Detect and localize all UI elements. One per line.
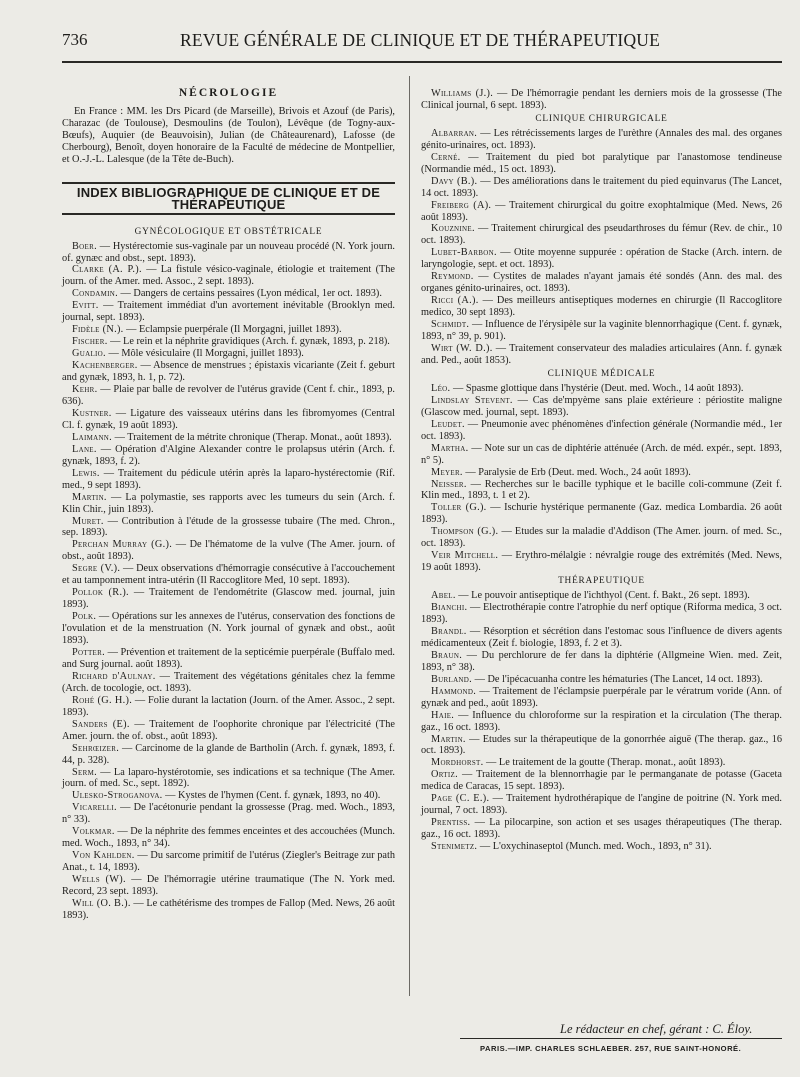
entry-author: Fidèle (N.). xyxy=(72,324,124,336)
entry-author: Reymond. xyxy=(431,271,474,283)
entry-author: Rohé (G. H.). xyxy=(72,694,133,706)
section-heading: CLINIQUE MÉDICALE xyxy=(547,368,656,379)
entry-text: — Des améliorations dans le traitement du pied equinvarus (The Lancet, 14 oct. 1893). xyxy=(421,175,782,199)
entry-text: — De la néphrite des femmes enceintes et des accouchées (Munch. med. Woch., 1893, n° 34). xyxy=(62,826,395,850)
entry-author: Polk. xyxy=(72,611,97,623)
bibliography-entry xyxy=(62,767,395,791)
entry-author: Stenimetz. xyxy=(431,841,478,853)
entry-text: — Traitement des végétations génitales chez la femme (Arch. de tocologie, oct. 1893). xyxy=(62,670,395,694)
entry-author: Sanders (E). xyxy=(72,718,130,730)
entry-text: — Etudes sur la maladie d'Addison (The Amer. journ. of med. Sc., oct. 1893). xyxy=(421,526,782,550)
bibliography-entry xyxy=(421,88,782,112)
necrologie-title: NÉCROLOGIE xyxy=(178,87,279,99)
entry-author: Lubet-Barbon. xyxy=(431,247,497,259)
necrologie-text: En France : MM. les Drs Picard (de Marseille), Brivois et Azouf (de Paris), Charazac (de Toulouse), Desmoulins (de Toulon), Lévêque (de Togny-aux-Bœufs), Auquier (de Beauvoisin), Julian (de Châteaurenard), Lafosse (de Cherbourg), Benoît, doyen honoraire de la Faculté de médecine de Montpellier, et O.-J.-L. Lalesque (de la Tête de-Buch). xyxy=(62,105,395,165)
bibliography-entry xyxy=(62,587,395,611)
bibliography-entry xyxy=(62,300,395,324)
entry-author: Richard d'Aulnay. xyxy=(72,670,156,682)
entry-author: Prentiss. xyxy=(431,817,471,829)
entry-text: — De l'hématome de la vulve (The Amer. journ. of obst., août 1893). xyxy=(62,539,395,563)
entry-author: Haie. xyxy=(431,709,455,721)
entry-author: Von Kahlden. xyxy=(72,850,135,862)
entry-author: Williams (J.). xyxy=(431,88,494,99)
entry-text: — De l'hémorragie utérine traumatique (The N. York med. Record, 23 sept. 1893). xyxy=(62,874,395,898)
entry-text: — De l'ipécacuanha contre les hématuries (The Lancet, 14 oct. 1893). xyxy=(472,673,763,685)
entry-text: — Erythro-mélalgie : névralgie rouge des extrémités (Med. News, 19 août 1893). xyxy=(421,550,782,574)
entry-author: Kustner. xyxy=(72,407,112,419)
footer-rule xyxy=(460,1038,782,1039)
header-rule xyxy=(62,61,782,63)
bibliography-entry xyxy=(421,793,782,817)
bibliography-entry xyxy=(62,288,395,300)
entry-text: — Ligature des vaisseaux utérins dans les fibromyomes (Central Cl. f. gynæk, 19 août 1893). xyxy=(62,407,395,431)
entry-author: Mordhorst. xyxy=(431,757,484,769)
bibliography-entry xyxy=(421,757,782,769)
entry-text: — Contribution à l'étude de la grossesse tubaire (The med. Chron., sep. 1893). xyxy=(62,515,395,539)
entry-text: — Carcinome de la glande de Bartholin (Arch. f. gynæk, 1893, f. 44, p. 328). xyxy=(62,742,395,766)
bibliography-entry xyxy=(421,841,782,853)
entry-text: — Recherches sur le bacille typhique et le bacille coli-commune (Zeit f. Klin med., 1893, t. 1 et 2). xyxy=(421,478,782,502)
right-section-list xyxy=(421,114,782,853)
entry-text: — Prévention et traitement de la septicémie puerpérale (Buffalo med. and Surg journal. août 1893). xyxy=(62,646,395,670)
bibliography-entry xyxy=(62,743,395,767)
bibliography-entry xyxy=(421,467,782,479)
bibliography-entry xyxy=(62,671,395,695)
entry-text: — Pneumonie avec phénomènes d'infection générale (Normandie méd., 1er oct. 1893). xyxy=(421,418,782,442)
entry-text: — Les rétrécissements larges de l'urèthre (Annales des mal. des organes génito-urinaires, oct. 1893). xyxy=(421,127,782,151)
entry-text: — Traitement hydrothérapique de l'angine de poitrine (N. York med. journal, 7 oct. 1893). xyxy=(421,793,782,817)
bibliography-entry xyxy=(62,468,395,492)
entry-author: Lewis. xyxy=(72,467,100,479)
bibliography-entry xyxy=(421,128,782,152)
entry-text: — Opération d'Algine Alexander contre le prolapsus utérin (Arch. f. gynæk, 1893, f. 2). xyxy=(62,443,395,467)
entry-author: Laimann. xyxy=(72,431,113,443)
section-heading: THÉRAPEUTIQUE xyxy=(558,576,645,587)
bibliography-entry xyxy=(62,874,395,898)
column-divider xyxy=(409,76,410,996)
bibliography-entry xyxy=(421,319,782,343)
entry-author: Schmidt. xyxy=(431,319,470,331)
bibliography-entry xyxy=(62,647,395,671)
entry-text: — Deux observations d'hémorragie consécutive à l'accouchement et au tamponnement intra-utérin (Il Raccoglitore Med, 10 sept. 1893). xyxy=(62,563,395,587)
bibliography-entry xyxy=(62,719,395,743)
entry-author: Clarke (A. P.). xyxy=(72,264,142,276)
entry-author: Sehrœizer. xyxy=(72,742,120,754)
index-title: INDEX BIBLIOGRAPHIQUE DE CLINIQUE ET DE THÉRAPEUTIQUE xyxy=(62,182,395,215)
bibliography-entry xyxy=(421,271,782,295)
bibliography-entry xyxy=(421,200,782,224)
entry-text: — Du perchlorure de fer dans la diphtérie (Allgmeine Wien. med. Zeit, 1893, n° 38). xyxy=(421,649,782,673)
entry-author: Albarran. xyxy=(431,127,478,139)
entry-author: Muret. xyxy=(72,515,104,527)
printer-line: PARIS.—IMP. CHARLES SCHLAEBER. 257, RUE SAINT-HONORÉ. xyxy=(480,1044,742,1053)
entry-text: — Etudes sur la thérapeutique de la gonorrhée aiguë (The therap. gaz., 16 oct. 1893). xyxy=(421,733,782,757)
entry-text: — Folie durant la lactation (Journ. of the Amer. Assoc., 2 sept. 1893). xyxy=(62,694,395,718)
entry-author: Neisser. xyxy=(431,478,467,490)
bibliography-entry xyxy=(421,602,782,626)
section-heading-gynecologique: GYNÉCOLOGIQUE ET OBSTÉTRICALE xyxy=(134,226,323,237)
bibliography-entry xyxy=(421,223,782,247)
entry-author: Braun. xyxy=(431,649,463,661)
entry-text: — Le rein et la néphrite gravidiques (Arch. f. gynæk, 1893, p. 218). xyxy=(107,336,390,348)
bibliography-entry xyxy=(421,295,782,319)
right-column xyxy=(421,88,782,853)
bibliography-entry xyxy=(62,695,395,719)
entry-author: Wirt (W. D.). xyxy=(431,343,493,355)
bibliography-entry xyxy=(421,152,782,176)
bibliography-entry xyxy=(62,539,395,563)
entry-author: Bianchi. xyxy=(431,602,468,614)
bibliography-entry xyxy=(421,674,782,686)
bibliography-entry xyxy=(62,264,395,288)
entry-author: Lane. xyxy=(72,443,97,455)
entry-text: — Le traitement de la goutte (Therap. monat., août 1893). xyxy=(483,757,726,769)
entry-text: — Du sarcome primitif de l'utérus (Ziegler's Beitrage zur path Anat., t. 14, 1893). xyxy=(62,850,395,874)
entry-text: — Kystes de l'hymen (Cent. f. gynæk, 1893, no 40). xyxy=(162,790,381,802)
entry-text: — L'oxychinaseptol (Munch. med. Woch., 1893, n° 31). xyxy=(477,841,712,853)
entry-text: — Traitement chirurgical des pseudarthroses du fémur (Rev. de chir., 10 oct. 1893). xyxy=(421,223,782,247)
entry-author: Kachenberger. xyxy=(72,360,138,372)
entry-text: — Spasme glottique dans l'hystérie (Deut. med. Woch., 14 août 1893). xyxy=(450,382,744,394)
entry-text: — Traitement de l'éclampsie puerpérale par le vératrum voride (Ann. of gynæk and ped., août 1893). xyxy=(421,685,782,709)
bibliography-entry xyxy=(421,626,782,650)
entry-author: Lindslay Stevent. xyxy=(431,394,513,406)
entry-text: — Traitement de l'oophorite chronique par l'électricité (The Amer. journ. the of. obst., août 1893). xyxy=(62,718,395,742)
entry-text: — Paralysie de Erb (Deut. med. Woch., 24 août 1893). xyxy=(462,466,691,478)
bibliography-entry xyxy=(62,241,395,265)
section-heading: CLINIQUE CHIRURGICALE xyxy=(535,113,668,124)
entry-text: — Influence du chloroforme sur la respiration et la circulation (The therap. gaz., 16 oct. 1893). xyxy=(421,709,782,733)
entry-author: Gualio. xyxy=(72,348,106,360)
bibliography-entry xyxy=(421,590,782,602)
bibliography-entry xyxy=(62,360,395,384)
entry-text: — Cystites de malades n'ayant jamais été sondés (Ann. des mal. des organes génito-urinaires, oct. 1893). xyxy=(421,271,782,295)
bibliography-entry xyxy=(421,176,782,200)
entry-text: — Dangers de certains pessaires (Lyon médical, 1er oct. 1893). xyxy=(117,288,382,300)
entry-text: — Eclampsie puerpérale (Il Morgagni, juillet 1893). xyxy=(123,324,342,336)
entry-text: — La pilocarpine, son action et ses usages thérapeutiques (The therap. gaz., 16 oct. 1893). xyxy=(421,817,782,841)
bibliography-entry xyxy=(62,492,395,516)
entry-author: Volkmar. xyxy=(72,826,115,838)
entry-author: Will (O. B.). xyxy=(72,898,131,909)
entry-author: Meyer. xyxy=(431,466,463,478)
bibliography-entry xyxy=(421,650,782,674)
entry-author: Ulesko-Stroganova. xyxy=(72,790,163,802)
bibliography-entry xyxy=(62,563,395,587)
entry-author: Thompson (G.). xyxy=(431,526,499,538)
entry-author: Abel. xyxy=(431,590,456,602)
entry-text: — Otite moyenne suppurée : opération de Stacke (Arch. intern. de laryngologie, sept. et oct. 1893). xyxy=(421,247,782,271)
bibliography-entry xyxy=(421,526,782,550)
entry-author: Kouznine. xyxy=(431,223,475,235)
running-title: REVUE GÉNÉRALE DE CLINIQUE ET DE THÉRAPEUTIQUE xyxy=(180,30,661,50)
entry-author: Segre (V.). xyxy=(72,563,121,575)
entry-text: — Traitement de l'endométrite (Glascow med. journal, juin 1893). xyxy=(62,587,395,611)
bibliography-entry xyxy=(62,444,395,468)
entry-text: — Traitement du pied bot paralytique par l'anastomose tendineuse (Normandie méd., 15 oct. 1893). xyxy=(421,151,782,175)
entry-author: Veir Mitchell. xyxy=(431,550,499,562)
entry-text: — Traitement du pédicule utérin après la laparo-hystérectomie (Rif. med., 9 sept 1893). xyxy=(62,467,395,491)
entry-author: Burland. xyxy=(431,673,473,685)
entry-author: Toller (G.). xyxy=(431,502,487,514)
entry-text: — Traitement conservateur des maladies articulaires (Ann. f. gynæk and. Ped., août 1853). xyxy=(421,343,782,366)
bibliography-entry xyxy=(421,419,782,443)
entry-text: — Des meilleurs antiseptiques modernes en chirurgie (Il Raccoglitore medico, 30 sept 1893). xyxy=(421,295,782,319)
bibliography-entry xyxy=(421,343,782,367)
entry-text: — Résorption et sécrétion dans l'estomac sous l'influence de divers agents médicamenteux (Zeit f. biologie, 1893, f. 2 et 3). xyxy=(421,625,782,649)
entry-text: — Le pouvoir antiseptique de l'ichthyol (Cent. f. Bakt., 26 sept. 1893). xyxy=(455,590,750,602)
bibliography-entry xyxy=(421,383,782,395)
page-header xyxy=(62,30,782,56)
entry-author: Boer. xyxy=(72,240,97,252)
bibliography-entry xyxy=(62,432,395,444)
entry-text: — Note sur un cas de diphtérie atténuée (Arch. de méd. expér., sept. 1893, n° 5). xyxy=(421,442,782,466)
entry-text: — Electrothérapie contre l'atrophie du nerf optique (Riforma medica, 3 oct. 1893). xyxy=(421,602,782,625)
entry-text: — De l'acétonurie pendant la grossesse (Prag. med. Woch., 1893, n° 33). xyxy=(62,802,395,826)
entry-author: Evitt. xyxy=(72,300,99,312)
bibliography-entry xyxy=(421,550,782,574)
bibliography-entry xyxy=(62,802,395,826)
entry-text: — Ischurie hystérique permanente (Gaz. medica Lombardia. 26 août 1893). xyxy=(421,502,782,526)
entry-text: — La polymastie, ses rapports avec les tumeurs du sein (Arch. f. Klin Chir., juin 1893). xyxy=(62,491,395,515)
entry-author: Condamin. xyxy=(72,288,118,300)
bibliography-entry xyxy=(421,686,782,710)
bibliography-entry xyxy=(62,384,395,408)
bibliography-entry xyxy=(421,734,782,758)
entry-author: Léo. xyxy=(431,382,451,394)
bibliography-entry xyxy=(62,336,395,348)
entry-author: Cerné. xyxy=(431,151,461,163)
entry-author: Ortiz. xyxy=(431,769,458,781)
bibliography-entry xyxy=(421,247,782,271)
entry-author: Leudet. xyxy=(431,418,465,430)
left-column xyxy=(62,88,395,922)
bibliography-entry xyxy=(421,710,782,734)
entry-author: Pollok (R.). xyxy=(72,587,129,599)
entry-author: Page (C. E.). xyxy=(431,793,490,805)
bibliography-entry xyxy=(62,826,395,850)
entry-text: — Hystérectomie sus-vaginale par un nouveau procédé (N. York journ. of. gynæc and obst., sept. 1893). xyxy=(62,240,395,264)
bibliography-entry xyxy=(421,817,782,841)
entry-text: — Traitement immédiat d'un avortement inévitable (Brooklyn med. journal, sept. 1893). xyxy=(62,300,395,324)
entry-author: Serm. xyxy=(72,766,97,778)
entry-text: — La laparo-hystérotomie, ses indications et sa technique (The Amer. journ. of med. Sc., sept. 1892). xyxy=(62,766,395,790)
entry-author: Martin. xyxy=(431,733,466,745)
entry-author: Brandl. xyxy=(431,625,467,637)
editor-signature: Le rédacteur en chef, gérant : C. Éloy. xyxy=(560,1022,753,1036)
entry-text: — Traitement chirurgical du goitre exophtalmique (Med. News, 26 août 1893). xyxy=(421,199,783,223)
entry-text: — Traitement de la blennorrhagie par le permanganate de potasse (Gaceta medica de Caracas, 15 sept. 1893). xyxy=(421,769,782,793)
entry-text: — La fistule vésico-vaginale, étiologie et traitement (The journ. of the Amer. med. Assoc., 2 sept. 1893). xyxy=(62,264,396,288)
entry-text: — De l'hémorragie pendant les derniers mois de la grossesse (The Clinical journal, 6 sept. 1893). xyxy=(421,88,782,111)
right-intro-entries xyxy=(421,88,782,112)
entry-author: Davy (B.). xyxy=(431,175,478,187)
entry-author: Perchan Murray (G.). xyxy=(72,539,173,551)
bibliography-entry xyxy=(62,408,395,432)
bibliography-entry xyxy=(62,850,395,874)
entry-text: — Opérations sur les annexes de l'utérus, conservation des fonctions de l'ovulation et de la menstruation (N. York journal of gynæk and obst., août 1893). xyxy=(62,611,395,647)
bibliography-entry xyxy=(62,790,395,802)
bibliography-entry xyxy=(62,898,395,922)
entry-author: Martha. xyxy=(431,442,469,454)
entry-author: Kehr. xyxy=(72,384,98,396)
bibliography-entry xyxy=(62,348,395,360)
page-number: 736 xyxy=(62,30,88,49)
entry-text: — Influence de l'érysipèle sur la vaginite blennorrhagique (Cent. f. gynæk, 1893, n° 39, p. 901). xyxy=(421,319,782,343)
entry-text: — Cas de'mpyème sans plaie extérieure : périostite maligne (Glascow med. journal, sept. 1893). xyxy=(421,394,783,418)
entry-text: — Traitement de la métrite chronique (Therap. Monat., août 1893). xyxy=(112,431,392,443)
entry-author: Vicarelli. xyxy=(72,802,117,814)
entry-text: — Le cathétérisme des trompes de Fallop (Med. News, 26 août 1893). xyxy=(62,898,395,921)
entry-author: Ricci (A.). xyxy=(431,295,479,307)
left-entry-list xyxy=(62,241,395,922)
bibliography-entry xyxy=(421,479,782,503)
entry-author: Freiberg (A). xyxy=(431,199,492,211)
bibliography-entry xyxy=(421,443,782,467)
entry-text: — Plaie par balle de revolver de l'utérus gravide (Cent f. chir., 1893, p. 636). xyxy=(62,384,395,407)
bibliography-entry xyxy=(62,324,395,336)
entry-author: Hammond. xyxy=(431,685,477,697)
entry-text: — Absence de menstrues ; épistaxis vicariante (Zeit f. geburt and gynæk, 1893, h. 1, p. 72). xyxy=(62,360,395,384)
bibliography-entry xyxy=(421,769,782,793)
bibliography-entry xyxy=(421,502,782,526)
entry-author: Potter. xyxy=(72,646,105,658)
entry-author: Fischer. xyxy=(72,336,108,348)
bibliography-entry xyxy=(62,611,395,647)
bibliography-entry xyxy=(421,395,782,419)
entry-text: — Môle vésiculaire (Il Morgagni, juillet 1893). xyxy=(105,348,304,360)
bibliography-entry xyxy=(62,516,395,540)
entry-author: Martin. xyxy=(72,491,107,503)
entry-author: Wells (W). xyxy=(72,874,126,886)
